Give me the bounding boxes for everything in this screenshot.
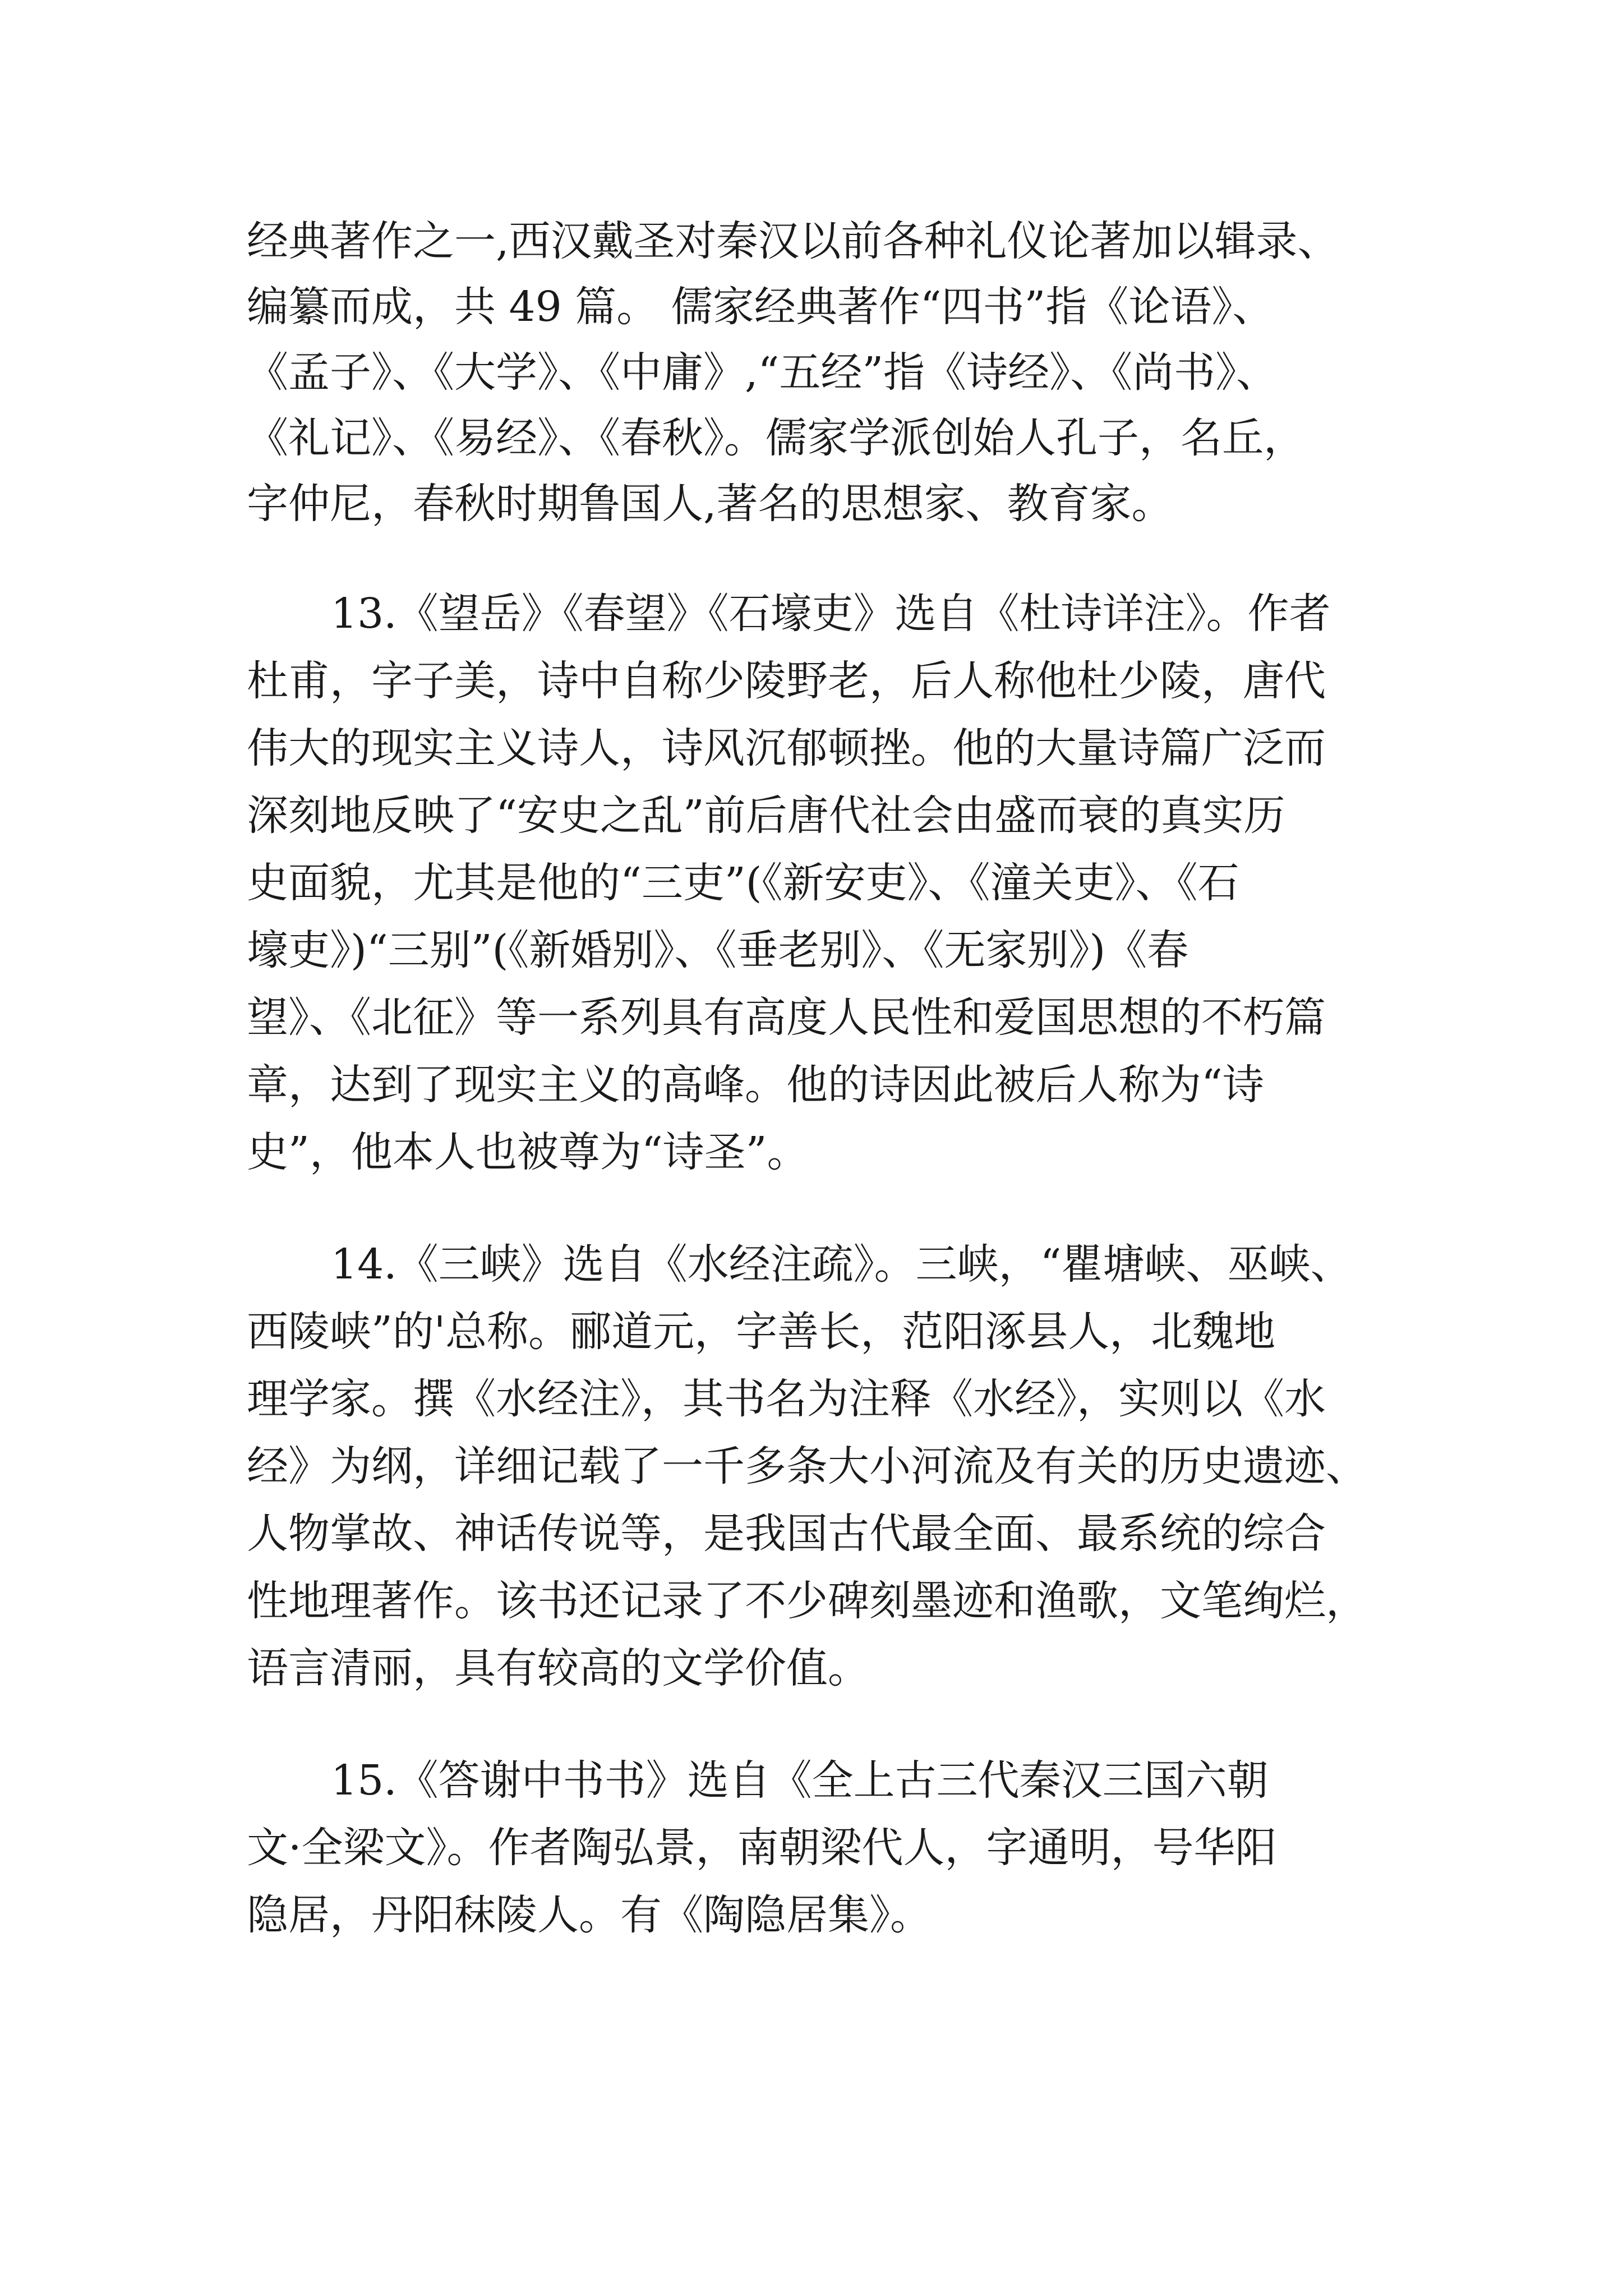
text-line: 章，达到了现实主义的高峰。他的诗因此被后人称为“诗 <box>247 1061 1264 1109</box>
text-line: 深刻地反映了“安史之乱”前后唐代社会由盛而衰的真实历 <box>247 792 1285 840</box>
text-line: 字仲尼，春秋时期鲁国人,著名的思想家、教育家。 <box>247 480 1173 528</box>
text-line: 隐居，丹阳秣陵人。有《陶隐居集》。 <box>247 1891 932 1939</box>
text-line: 经典著作之一,西汉戴圣对秦汉以前各种礼仪论著加以辑录、 <box>247 217 1339 265</box>
text-line: 西陵峡”的'总称。郦道元，字善长，范阳涿县人，北魏地 <box>247 1308 1276 1356</box>
text-line: 14.《三峡》选自《水经注疏》。三峡，“瞿塘峡、巫峡、 <box>331 1240 1352 1289</box>
text-line: 壕吏》)“三别”(《新婚别》、《垂老别》、《无家别》)《春 <box>247 926 1189 974</box>
text-line: 性地理著作。该书还记录了不少碑刻墨迹和渔歌，文笔绚烂， <box>247 1577 1367 1625</box>
text-line: 杜甫，字子美，诗中自称少陵野老，后人称他杜少陵，唐代 <box>247 657 1326 705</box>
text-line: 伟大的现实主义诗人，诗风沉郁顿挫。他的大量诗篇广泛而 <box>247 724 1326 772</box>
text-line: 经》为纲，详细记载了一千多条大小河流及有关的历史遗迹、 <box>247 1442 1367 1490</box>
text-line: 《孟子》、《大学》、《中庸》,“五经”指《诗经》、《尚书》、 <box>247 348 1278 397</box>
text-line: 理学家。撰《水经注》，其书名为注释《水经》，实则以《水 <box>247 1375 1326 1423</box>
text-line: 望》、《北征》等一系列具有高度人民性和爱国思想的不朽篇 <box>247 993 1326 1042</box>
text-line: 史面貌，尤其是他的“三吏”(《新安吏》、《潼关吏》、《石 <box>247 859 1239 907</box>
text-line: 史”，他本人也被尊为“诗圣”。 <box>247 1128 809 1176</box>
text-line: 《礼记》、《易经》、《春秋》。儒家学派创始人孔子，名丘， <box>247 414 1305 462</box>
text-line: 人物掌故、神话传说等，是我国古代最全面、最系统的综合 <box>247 1510 1326 1558</box>
text-line: 15.《答谢中书书》选自《全上古三代秦汉三国六朝 <box>331 1756 1269 1805</box>
text-line: 语言清丽，具有较高的文学价值。 <box>247 1644 869 1692</box>
text-line: 13.《望岳》《春望》《石壕吏》选自《杜诗详注》。作者 <box>331 590 1331 638</box>
text-line: 文·全梁文》。作者陶弘景，南朝梁代人，字通明，号华阳 <box>247 1824 1277 1872</box>
text-line: 编纂而成，共 49 篇。 儒家经典著作“四书”指《论语》、 <box>247 283 1274 331</box>
